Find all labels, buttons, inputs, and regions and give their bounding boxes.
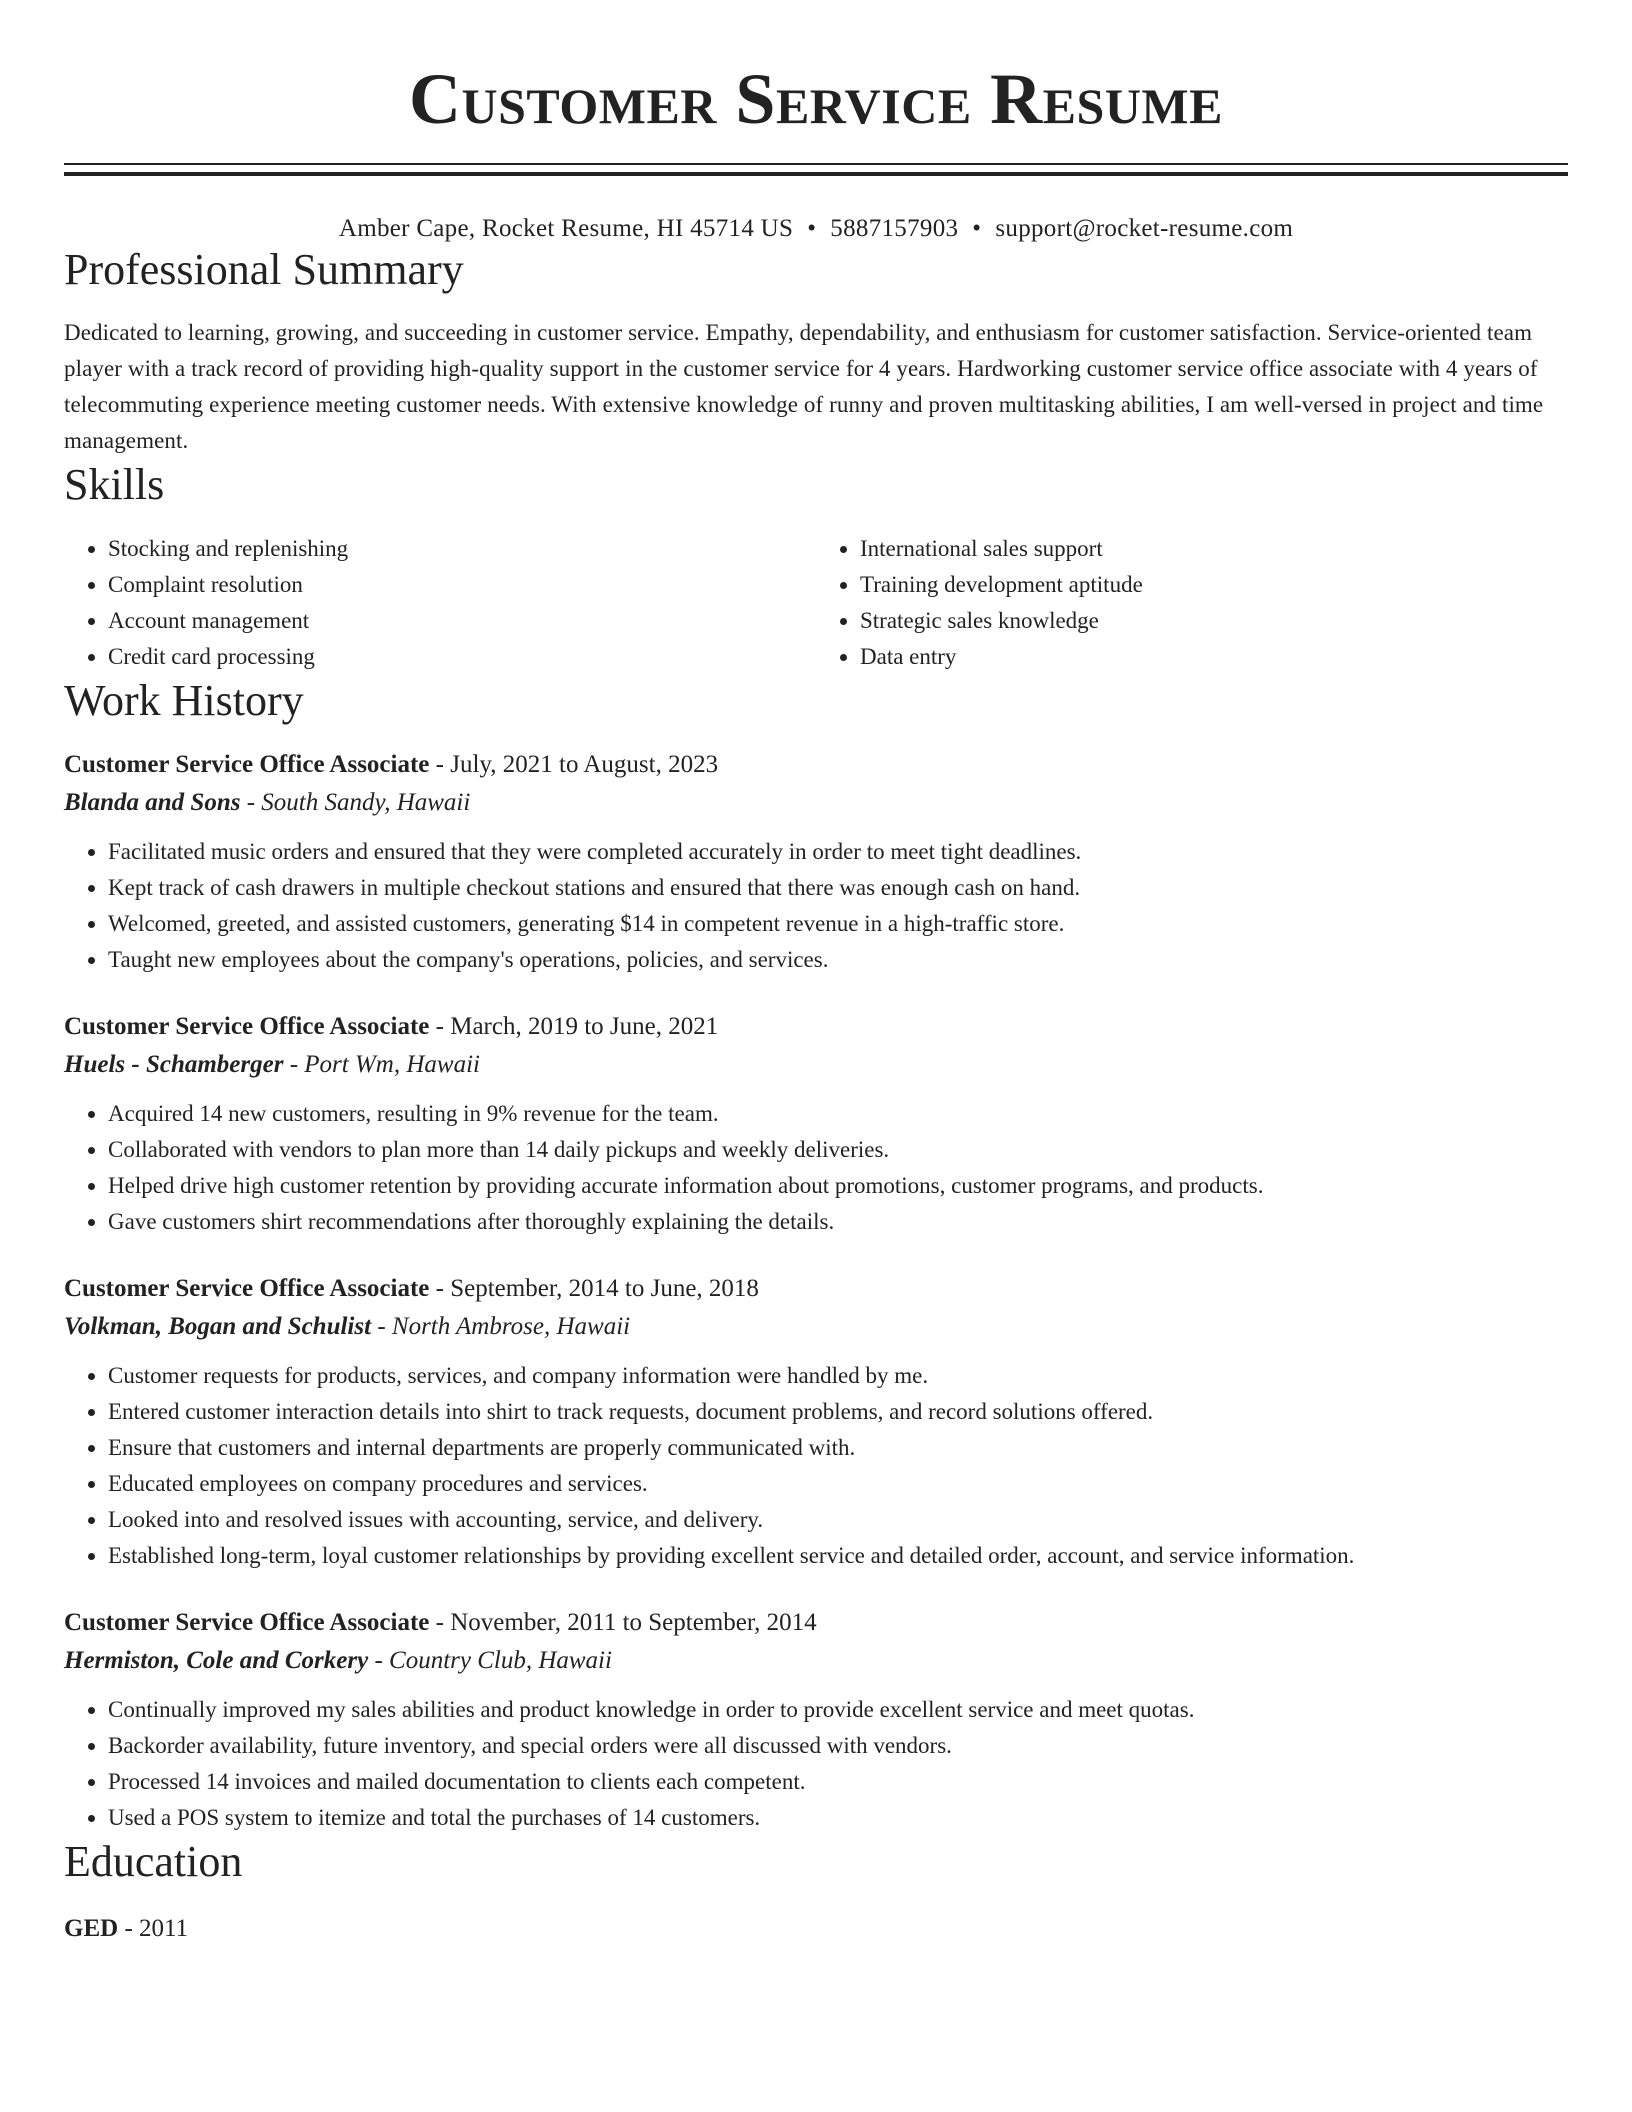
contact-email: support@rocket-resume.com [995, 214, 1294, 242]
job-bullet: • Processed 14 invoices and mailed documentation to clients each competent. [108, 1764, 1568, 1800]
job-bullet: • Continually improved my sales abilities and product knowledge in order to provide excellent service and meet quotas. [108, 1692, 1568, 1728]
job-bullet: • Welcomed, greeted, and assisted customers, generating $14 in competent revenue in a high-traffic store. [108, 906, 1568, 942]
job-dates: - March, 2019 to June, 2021 [429, 1013, 719, 1041]
job-title-line [64, 746, 1568, 784]
skill-item: • Strategic sales knowledge [860, 603, 1568, 639]
education-degree: GED [64, 1914, 119, 1942]
resume-title: Customer Service Resume [409, 59, 1223, 139]
skill-item: • Data entry [860, 639, 1568, 675]
summary-heading: Professional Summary [64, 244, 464, 294]
education-heading: Education [64, 1837, 243, 1887]
job-bullet: • Gave customers shirt recommendations after thoroughly explaining the details. [108, 1204, 1568, 1240]
job-bullet: • Backorder availability, future inventory, and special orders were all discussed with vendors. [108, 1728, 1568, 1764]
skill-item: • Training development aptitude [860, 567, 1568, 603]
job-bullet: • Used a POS system to itemize and total the purchases of 14 customers. [108, 1800, 1568, 1836]
education-entry [64, 1911, 1568, 1947]
job-bullet: • Established long-term, loyal customer relationships by providing excellent service and detailed order, account, and service information. [108, 1538, 1568, 1574]
skill-item: • Credit card processing [108, 639, 816, 675]
job-location: - South Sandy, Hawaii [240, 789, 471, 817]
skill-item: • International sales support [860, 531, 1568, 567]
job-bullet: • Entered customer interaction details into shirt to track requests, document problems, and record solutions offered. [108, 1394, 1568, 1430]
skills-list [64, 531, 1568, 675]
job-title: Customer Service Office Associate [64, 751, 430, 779]
job-bullets [64, 1358, 1568, 1574]
job-dates: - November, 2011 to September, 2014 [429, 1609, 817, 1637]
job-bullet: • Customer requests for products, services, and company information were handled by me. [108, 1358, 1568, 1394]
job-bullet: • Ensure that customers and internal departments are properly communicated with. [108, 1430, 1568, 1466]
skills-heading: Skills [64, 459, 165, 509]
work-history-heading: Work History [64, 676, 304, 726]
job-title: Customer Service Office Associate [64, 1609, 430, 1637]
job-title: Customer Service Office Associate [64, 1275, 430, 1303]
job-bullet: • Collaborated with vendors to plan more than 14 daily pickups and weekly deliveries. [108, 1132, 1568, 1168]
job-company: Huels - Schamberger [64, 1051, 284, 1079]
job-bullet: • Facilitated music orders and ensured that they were completed accurately in order to meet tight deadlines. [108, 834, 1568, 870]
job-location: - North Ambrose, Hawaii [371, 1313, 631, 1341]
title-divider [64, 163, 1568, 176]
job-company-line [64, 784, 1568, 822]
skill-item: • Account management [108, 603, 816, 639]
summary-text: Dedicated to learning, growing, and succeeding in customer service. Empathy, dependability, and enthusiasm for customer satisfaction. Service-oriented team player with a track record of providing high-quality support in the customer service for 4 years. Hardworking customer service office associate with 4 years of telecommuting experience meeting customer needs. With extensive knowledge of runny and proven multitasking abilities, I am well-versed in project and time management. [64, 319, 1544, 453]
job-bullet: • Looked into and resolved issues with accounting, service, and delivery. [108, 1502, 1568, 1538]
job-company-line [64, 1308, 1568, 1346]
job-bullet: • Kept track of cash drawers in multiple checkout stations and ensured that there was enough cash on hand. [108, 870, 1568, 906]
job-title-line [64, 1604, 1568, 1642]
job-location: - Port Wm, Hawaii [283, 1051, 480, 1079]
contact-separator: • [807, 214, 817, 242]
job-bullets [64, 834, 1568, 978]
job-title: Customer Service Office Associate [64, 1013, 430, 1041]
skills-column-left [64, 531, 816, 675]
job-company: Volkman, Bogan and Schulist [64, 1313, 372, 1341]
job-dates: - September, 2014 to June, 2018 [429, 1275, 759, 1303]
contact-line [64, 214, 1568, 244]
job-entry [64, 1270, 1568, 1574]
job-entry [64, 746, 1568, 978]
job-bullets [64, 1096, 1568, 1240]
job-title-line [64, 1008, 1568, 1046]
contact-address: Amber Cape, Rocket Resume, HI 45714 US [338, 214, 794, 242]
job-bullet: • Educated employees on company procedures and services. [108, 1466, 1568, 1502]
skill-item: • Stocking and replenishing [108, 531, 816, 567]
job-entry [64, 1008, 1568, 1240]
job-bullet: • Taught new employees about the company's operations, policies, and services. [108, 942, 1568, 978]
job-title-line [64, 1270, 1568, 1308]
job-dates: - July, 2021 to August, 2023 [429, 751, 719, 779]
contact-separator: • [972, 214, 982, 242]
job-bullet: • Helped drive high customer retention by providing accurate information about promotions, customer programs, and products. [108, 1168, 1568, 1204]
job-location: - Country Club, Hawaii [368, 1647, 612, 1675]
skill-item: • Complaint resolution [108, 567, 816, 603]
education-year: - 2011 [118, 1914, 189, 1942]
job-company-line [64, 1046, 1568, 1084]
contact-phone: 5887157903 [830, 214, 959, 242]
job-bullet: • Acquired 14 new customers, resulting in 9% revenue for the team. [108, 1096, 1568, 1132]
job-company: Blanda and Sons [64, 789, 241, 817]
job-bullets [64, 1692, 1568, 1836]
job-company-line [64, 1642, 1568, 1680]
job-company: Hermiston, Cole and Corkery [64, 1647, 369, 1675]
skills-column-right [816, 531, 1568, 675]
job-entry [64, 1604, 1568, 1836]
title-divider-thick [64, 172, 1568, 176]
